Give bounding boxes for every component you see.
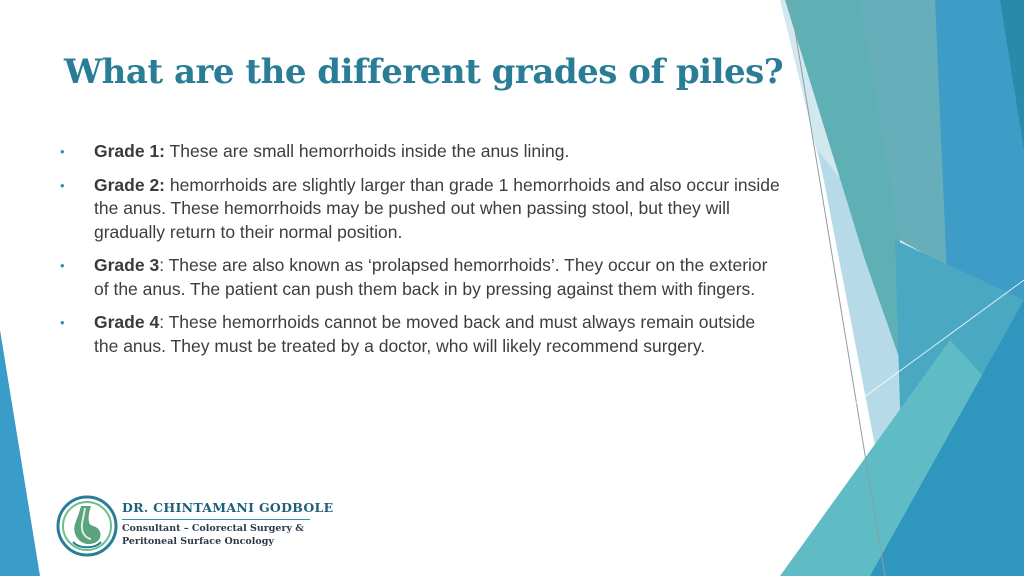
list-item-grade-2 — [60, 174, 780, 245]
bullet-icon: • — [60, 258, 65, 273]
list-item-grade-1 — [60, 140, 780, 164]
grade-description: : These hemorrhoids cannot be moved back and must always remain outside the anus. They must be treated by a doctor, who will likely recommend surgery. — [94, 312, 756, 356]
bullet-icon: • — [60, 177, 65, 193]
list-item-grade-3 — [60, 254, 780, 301]
page-title: What are the different grades of piles? — [64, 52, 784, 92]
doctor-logo — [55, 494, 334, 564]
left-accent-shape — [0, 330, 40, 576]
grade-description: These are small hemorrhoids inside the anus lining. — [165, 141, 570, 161]
logo-divider — [122, 519, 310, 520]
grade-label: Grade 3 — [94, 255, 160, 275]
grade-label: Grade 4 — [94, 312, 160, 332]
bullet-icon: • — [60, 144, 65, 159]
grades-list — [60, 140, 780, 368]
bullet-icon: • — [60, 315, 65, 330]
doctor-name: DR. CHINTAMANI GODBOLE — [122, 500, 334, 515]
doctor-specialty — [122, 523, 304, 548]
specialty-line-2: Peritoneal Surface Oncology — [122, 535, 274, 547]
grade-label: Grade 1: — [94, 141, 165, 161]
stomach-icon — [55, 494, 119, 558]
list-item-grade-4 — [60, 311, 780, 358]
grade-label: Grade 2: — [94, 174, 165, 195]
grade-description: : These are also known as ‘prolapsed hemorrhoids’. They occur on the exterior of the anus. The patient can push them back in by pressing against them with fingers. — [94, 255, 768, 299]
grade-description: hemorrhoids are slightly larger than grade 1 hemorrhoids and also occur inside the anus. These hemorrhoids may be pushed out when passing stool, but they will gradually return to their normal position. — [94, 174, 780, 242]
specialty-line-1: Consultant – Colorectal Surgery & — [122, 523, 304, 534]
